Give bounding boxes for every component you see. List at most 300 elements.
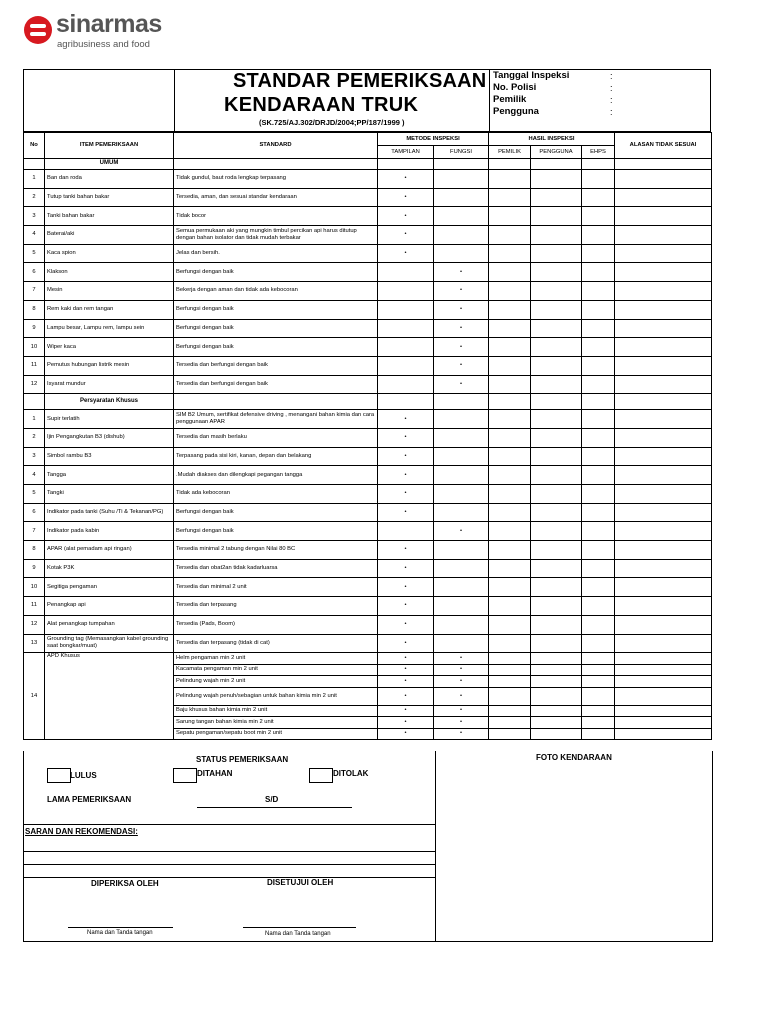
apd-standard: Pelindung wajah min 2 unit	[174, 676, 378, 688]
apd-tampilan-mark: •	[378, 676, 434, 688]
apd-pemilik-cell[interactable]	[489, 653, 531, 665]
row-item: Wiper kaca	[45, 338, 174, 357]
row-pemilik-cell[interactable]	[489, 466, 531, 485]
col-header-method: METODE INSPEKSI	[378, 133, 489, 146]
row-reason-cell[interactable]	[615, 410, 712, 429]
sd-label: S/D	[265, 795, 279, 804]
row-fungsi-mark	[434, 597, 489, 616]
meta-pemilik-field[interactable]: :	[610, 95, 613, 105]
apd-fungsi-mark: •	[434, 705, 489, 717]
row-no: 6	[24, 263, 45, 282]
apd-pengguna-cell[interactable]	[531, 653, 582, 665]
row-ehps-cell[interactable]	[582, 282, 615, 301]
apd-fungsi-mark: •	[434, 653, 489, 665]
row-pengguna-cell[interactable]	[531, 541, 582, 560]
row-no: 11	[24, 597, 45, 616]
row-standard: Tersedia dan berfungsi dengan baik	[174, 375, 378, 394]
apd-pengguna-cell[interactable]	[531, 687, 582, 705]
row-pemilik-cell[interactable]	[489, 428, 531, 447]
row-pengguna-cell[interactable]	[531, 244, 582, 263]
apd-pemilik-cell[interactable]	[489, 664, 531, 676]
row-item: Alat penangkap tumpahan	[45, 615, 174, 634]
row-ehps-cell[interactable]	[582, 226, 615, 245]
table-row	[24, 226, 712, 245]
row-pemilik-cell[interactable]	[489, 170, 531, 189]
row-pemilik-cell[interactable]	[489, 338, 531, 357]
lama-field[interactable]	[197, 807, 352, 808]
section-empty-cell	[378, 159, 434, 170]
row-reason-cell[interactable]	[615, 375, 712, 394]
row-reason-cell[interactable]	[615, 466, 712, 485]
diperiksa-label: DIPERIKSA OLEH	[91, 879, 159, 888]
row-item: Kotak P3K	[45, 559, 174, 578]
col-header-pemilik: PEMILIK	[489, 146, 531, 159]
apd-ehps-cell[interactable]	[582, 653, 615, 665]
row-pengguna-cell[interactable]	[531, 485, 582, 504]
row-item: Mesin	[45, 282, 174, 301]
row-pemilik-cell[interactable]	[489, 319, 531, 338]
row-ehps-cell[interactable]	[582, 207, 615, 226]
meta-pengguna-label: Pengguna	[493, 106, 539, 117]
row-reason-cell[interactable]	[615, 188, 712, 207]
row-pemilik-cell[interactable]	[489, 447, 531, 466]
row-ehps-cell[interactable]	[582, 541, 615, 560]
apd-tampilan-mark: •	[378, 653, 434, 665]
row-ehps-cell[interactable]	[582, 634, 615, 653]
row-pemilik-cell[interactable]	[489, 263, 531, 282]
apd-fungsi-mark: •	[434, 717, 489, 729]
row-tampilan-mark	[378, 319, 434, 338]
row-standard: Tersedia, aman, dan sesuai standar kendaraan	[174, 188, 378, 207]
row-standard: Tidak gundul, baut roda lengkap terpasang	[174, 170, 378, 189]
row-item: Grounding tag (Memasangkan kabel grounding saat bongkar/muat)	[45, 634, 174, 653]
row-pengguna-cell[interactable]	[531, 263, 582, 282]
row-tampilan-mark: •	[378, 503, 434, 522]
row-reason-cell[interactable]	[615, 522, 712, 541]
row-tampilan-mark	[378, 356, 434, 375]
row-ehps-cell[interactable]	[582, 244, 615, 263]
row-pemilik-cell[interactable]	[489, 559, 531, 578]
row-fungsi-mark	[434, 559, 489, 578]
row-reason-cell[interactable]	[615, 541, 712, 560]
row-item: Segitiga pengaman	[45, 578, 174, 597]
row-pengguna-cell[interactable]	[531, 226, 582, 245]
row-tampilan-mark	[378, 338, 434, 357]
row-reason-cell[interactable]	[615, 319, 712, 338]
row-tampilan-mark: •	[378, 188, 434, 207]
row-tampilan-mark	[378, 522, 434, 541]
apd-reason-cell[interactable]	[615, 728, 712, 740]
table-row	[24, 170, 712, 189]
apd-reason-cell[interactable]	[615, 664, 712, 676]
lulus-checkbox[interactable]	[47, 768, 71, 783]
footer-left	[24, 751, 436, 941]
apd-reason-cell[interactable]	[615, 705, 712, 717]
signature-caption-1: Nama dan Tanda tangan	[87, 930, 153, 936]
row-ehps-cell[interactable]	[582, 447, 615, 466]
section-empty-cell	[434, 159, 489, 170]
section-umum	[24, 159, 712, 170]
meta-polisi-label: No. Polisi	[493, 82, 537, 93]
apd-item: APD Khusus	[45, 653, 174, 740]
row-standard: Terpasang pada sisi kiri, kanan, depan dan belakang	[174, 447, 378, 466]
section-empty-cell	[615, 394, 712, 410]
row-ehps-cell[interactable]	[582, 615, 615, 634]
row-pemilik-cell[interactable]	[489, 282, 531, 301]
apd-row	[24, 653, 712, 665]
row-ehps-cell[interactable]	[582, 428, 615, 447]
row-reason-cell[interactable]	[615, 170, 712, 189]
table-row	[24, 541, 712, 560]
row-tampilan-mark: •	[378, 428, 434, 447]
apd-ehps-cell[interactable]	[582, 687, 615, 705]
row-pemilik-cell[interactable]	[489, 485, 531, 504]
row-pengguna-cell[interactable]	[531, 188, 582, 207]
row-item: Penangkap api	[45, 597, 174, 616]
logo-name: sinarmas	[56, 10, 162, 38]
logo-tagline: agribusiness and food	[57, 39, 150, 50]
row-pengguna-cell[interactable]	[531, 300, 582, 319]
col-header-result: HASIL INSPEKSI	[489, 133, 615, 146]
row-no: 3	[24, 207, 45, 226]
row-pengguna-cell[interactable]	[531, 282, 582, 301]
apd-pemilik-cell[interactable]	[489, 717, 531, 729]
row-fungsi-mark: •	[434, 356, 489, 375]
apd-no: 14	[24, 653, 45, 740]
row-pengguna-cell[interactable]	[531, 578, 582, 597]
row-standard: .Mudah diakses dan dilengkapi pegangan tangga	[174, 466, 378, 485]
saran-line-1[interactable]	[24, 851, 435, 852]
meta-tanggal-label: Tanggal Inspeksi	[493, 70, 570, 81]
lama-label: LAMA PEMERIKSAAN	[47, 795, 132, 804]
row-tampilan-mark: •	[378, 559, 434, 578]
row-tampilan-mark: •	[378, 485, 434, 504]
row-tampilan-mark	[378, 263, 434, 282]
row-reason-cell[interactable]	[615, 485, 712, 504]
row-reason-cell[interactable]	[615, 356, 712, 375]
table-row	[24, 597, 712, 616]
section-no-cell	[24, 159, 45, 170]
row-pengguna-cell[interactable]	[531, 428, 582, 447]
status-title: STATUS PEMERIKSAAN	[196, 755, 289, 764]
row-no: 5	[24, 244, 45, 263]
row-pengguna-cell[interactable]	[531, 522, 582, 541]
row-no: 13	[24, 634, 45, 653]
row-no: 8	[24, 541, 45, 560]
row-reason-cell[interactable]	[615, 503, 712, 522]
apd-tampilan-mark: •	[378, 664, 434, 676]
row-ehps-cell[interactable]	[582, 410, 615, 429]
row-item: Indikator pada tanki (Suhu /Ti & Tekanan/PG)	[45, 503, 174, 522]
apd-pemilik-cell[interactable]	[489, 728, 531, 740]
row-pemilik-cell[interactable]	[489, 410, 531, 429]
section-empty-cell	[582, 394, 615, 410]
row-no: 9	[24, 559, 45, 578]
row-reason-cell[interactable]	[615, 615, 712, 634]
row-reason-cell[interactable]	[615, 226, 712, 245]
row-item: Kaca spion	[45, 244, 174, 263]
meta-tanggal-field[interactable]: :	[610, 71, 613, 81]
apd-tampilan-mark: •	[378, 687, 434, 705]
row-ehps-cell[interactable]	[582, 559, 615, 578]
row-reason-cell[interactable]	[615, 338, 712, 357]
row-pengguna-cell[interactable]	[531, 466, 582, 485]
apd-pengguna-cell[interactable]	[531, 728, 582, 740]
row-pengguna-cell[interactable]	[531, 597, 582, 616]
row-standard: Berfungsi dengan baik	[174, 338, 378, 357]
table-row	[24, 578, 712, 597]
col-header-standard: STANDARD	[174, 133, 378, 159]
row-reason-cell[interactable]	[615, 300, 712, 319]
apd-reason-cell[interactable]	[615, 687, 712, 705]
section-standard-cell	[174, 394, 378, 410]
row-no: 7	[24, 522, 45, 541]
row-item: Ijin Pengangkutan B3 (dishub)	[45, 428, 174, 447]
table-row	[24, 300, 712, 319]
row-pengguna-cell[interactable]	[531, 319, 582, 338]
apd-reason-cell[interactable]	[615, 676, 712, 688]
apd-ehps-cell[interactable]	[582, 664, 615, 676]
row-fungsi-mark: •	[434, 522, 489, 541]
apd-pemilik-cell[interactable]	[489, 687, 531, 705]
row-ehps-cell[interactable]	[582, 503, 615, 522]
row-ehps-cell[interactable]	[582, 263, 615, 282]
row-pengguna-cell[interactable]	[531, 615, 582, 634]
row-pemilik-cell[interactable]	[489, 578, 531, 597]
row-pemilik-cell[interactable]	[489, 634, 531, 653]
table-row	[24, 559, 712, 578]
row-pengguna-cell[interactable]	[531, 375, 582, 394]
table-row	[24, 207, 712, 226]
form-header	[23, 69, 711, 132]
row-standard: Berfungsi dengan baik	[174, 503, 378, 522]
row-reason-cell[interactable]	[615, 578, 712, 597]
row-ehps-cell[interactable]	[582, 466, 615, 485]
logo-mark-icon	[24, 16, 52, 44]
apd-pengguna-cell[interactable]	[531, 717, 582, 729]
row-reason-cell[interactable]	[615, 447, 712, 466]
table-row	[24, 466, 712, 485]
row-ehps-cell[interactable]	[582, 522, 615, 541]
row-pengguna-cell[interactable]	[531, 503, 582, 522]
apd-reason-cell[interactable]	[615, 653, 712, 665]
row-item: Tutup tanki bahan bakar	[45, 188, 174, 207]
company-logo	[24, 10, 184, 50]
table-row	[24, 282, 712, 301]
row-pemilik-cell[interactable]	[489, 188, 531, 207]
row-no: 7	[24, 282, 45, 301]
row-no: 5	[24, 485, 45, 504]
apd-pengguna-cell[interactable]	[531, 676, 582, 688]
section-empty-cell	[531, 394, 582, 410]
row-item: Indikator pada kabin	[45, 522, 174, 541]
table-row	[24, 356, 712, 375]
row-standard: Tersedia dan terpasang (tidak di cat)	[174, 634, 378, 653]
row-standard: SIM B2 Umum, sertifikat defensive driving , menangani bahan kimia dan cara penggunaan APAR	[174, 410, 378, 429]
form-title-line1: STANDAR PEMERIKSAAN	[233, 70, 487, 92]
table-row	[24, 319, 712, 338]
row-no: 1	[24, 410, 45, 429]
table-row	[24, 485, 712, 504]
row-tampilan-mark: •	[378, 597, 434, 616]
apd-pengguna-cell[interactable]	[531, 705, 582, 717]
row-no: 6	[24, 503, 45, 522]
row-ehps-cell[interactable]	[582, 338, 615, 357]
apd-ehps-cell[interactable]	[582, 728, 615, 740]
inspection-table	[23, 132, 712, 740]
row-item: Simbol rambu B3	[45, 447, 174, 466]
section-umum-label: UMUM	[45, 159, 174, 170]
row-standard: Tersedia minimal 2 tabung dengan Nilai 80 BC	[174, 541, 378, 560]
row-pemilik-cell[interactable]	[489, 503, 531, 522]
row-no: 9	[24, 319, 45, 338]
row-reason-cell[interactable]	[615, 597, 712, 616]
apd-pemilik-cell[interactable]	[489, 705, 531, 717]
col-header-tampilan: TAMPILAN	[378, 146, 434, 159]
meta-polisi-field[interactable]: :	[610, 83, 613, 93]
signature-line-1[interactable]	[68, 927, 173, 928]
col-header-no: No	[24, 133, 45, 159]
row-tampilan-mark	[378, 300, 434, 319]
meta-pengguna-field[interactable]: :	[610, 107, 613, 117]
table-row	[24, 503, 712, 522]
section-empty-cell	[615, 159, 712, 170]
signature-caption-2: Nama dan Tanda tangan	[265, 931, 331, 937]
row-tampilan-mark	[378, 375, 434, 394]
row-no: 2	[24, 188, 45, 207]
row-pemilik-cell[interactable]	[489, 522, 531, 541]
apd-fungsi-mark: •	[434, 687, 489, 705]
apd-tampilan-mark: •	[378, 705, 434, 717]
row-no: 10	[24, 578, 45, 597]
row-fungsi-mark	[434, 466, 489, 485]
row-item: Klakson	[45, 263, 174, 282]
row-ehps-cell[interactable]	[582, 170, 615, 189]
row-fungsi-mark	[434, 170, 489, 189]
row-pengguna-cell[interactable]	[531, 559, 582, 578]
row-standard: Jelas dan bersih.	[174, 244, 378, 263]
row-item: APAR (alat pemadam api ringan)	[45, 541, 174, 560]
apd-pengguna-cell[interactable]	[531, 664, 582, 676]
row-pengguna-cell[interactable]	[531, 170, 582, 189]
apd-tampilan-mark: •	[378, 717, 434, 729]
table-row	[24, 263, 712, 282]
row-pemilik-cell[interactable]	[489, 541, 531, 560]
row-standard: Berfungsi dengan baik	[174, 300, 378, 319]
lulus-label: LULUS	[70, 771, 97, 780]
apd-ehps-cell[interactable]	[582, 717, 615, 729]
row-tampilan-mark: •	[378, 578, 434, 597]
row-pengguna-cell[interactable]	[531, 634, 582, 653]
row-no: 3	[24, 447, 45, 466]
form-title-line2: KENDARAAN TRUK	[224, 94, 419, 116]
row-pengguna-cell[interactable]	[531, 410, 582, 429]
row-ehps-cell[interactable]	[582, 188, 615, 207]
row-ehps-cell[interactable]	[582, 375, 615, 394]
title-block	[175, 70, 490, 131]
row-item: Pemutus hubungan listrik mesin	[45, 356, 174, 375]
row-ehps-cell[interactable]	[582, 485, 615, 504]
apd-ehps-cell[interactable]	[582, 705, 615, 717]
row-tampilan-mark: •	[378, 170, 434, 189]
saran-line-2[interactable]	[24, 864, 435, 865]
section-empty-cell	[489, 159, 531, 170]
apd-standard: Helm pengaman min 2 unit	[174, 653, 378, 665]
row-tampilan-mark	[378, 282, 434, 301]
apd-fungsi-mark: •	[434, 728, 489, 740]
signature-line-2[interactable]	[243, 927, 356, 928]
row-tampilan-mark: •	[378, 207, 434, 226]
row-pemilik-cell[interactable]	[489, 356, 531, 375]
apd-tampilan-mark: •	[378, 728, 434, 740]
row-ehps-cell[interactable]	[582, 319, 615, 338]
row-pemilik-cell[interactable]	[489, 615, 531, 634]
row-pemilik-cell[interactable]	[489, 226, 531, 245]
row-fungsi-mark	[434, 447, 489, 466]
row-reason-cell[interactable]	[615, 428, 712, 447]
row-pemilik-cell[interactable]	[489, 300, 531, 319]
row-pengguna-cell[interactable]	[531, 207, 582, 226]
row-pemilik-cell[interactable]	[489, 207, 531, 226]
row-ehps-cell[interactable]	[582, 597, 615, 616]
col-header-reason: ALASAN TIDAK SESUAI	[615, 133, 712, 159]
row-ehps-cell[interactable]	[582, 356, 615, 375]
row-ehps-cell[interactable]	[582, 578, 615, 597]
row-tampilan-mark: •	[378, 541, 434, 560]
divider	[24, 824, 435, 825]
row-fungsi-mark	[434, 244, 489, 263]
ditolak-checkbox[interactable]	[309, 768, 333, 783]
row-pengguna-cell[interactable]	[531, 338, 582, 357]
table-row	[24, 428, 712, 447]
col-header-item: ITEM PEMERIKSAAN	[45, 133, 174, 159]
row-tampilan-mark: •	[378, 447, 434, 466]
table-row	[24, 615, 712, 634]
row-tampilan-mark: •	[378, 615, 434, 634]
apd-pemilik-cell[interactable]	[489, 676, 531, 688]
row-fungsi-mark	[434, 578, 489, 597]
row-reason-cell[interactable]	[615, 634, 712, 653]
row-reason-cell[interactable]	[615, 282, 712, 301]
saran-line-3[interactable]	[24, 877, 435, 878]
table-row	[24, 375, 712, 394]
row-reason-cell[interactable]	[615, 559, 712, 578]
row-no: 12	[24, 615, 45, 634]
row-pengguna-cell[interactable]	[531, 356, 582, 375]
row-ehps-cell[interactable]	[582, 300, 615, 319]
row-item: Supir terlatih	[45, 410, 174, 429]
ditahan-checkbox[interactable]	[173, 768, 197, 783]
apd-reason-cell[interactable]	[615, 717, 712, 729]
row-reason-cell[interactable]	[615, 263, 712, 282]
row-pemilik-cell[interactable]	[489, 375, 531, 394]
row-reason-cell[interactable]	[615, 244, 712, 263]
row-fungsi-mark: •	[434, 282, 489, 301]
apd-ehps-cell[interactable]	[582, 676, 615, 688]
row-no: 4	[24, 466, 45, 485]
row-item: Tangki	[45, 485, 174, 504]
form-reference: (SK.725/AJ.302/DRJD/2004;PP/187/1999 )	[259, 118, 405, 127]
row-pengguna-cell[interactable]	[531, 447, 582, 466]
row-no: 8	[24, 300, 45, 319]
section-khusus-label: Persyaratan Khusus	[45, 394, 174, 410]
row-tampilan-mark: •	[378, 226, 434, 245]
row-pemilik-cell[interactable]	[489, 597, 531, 616]
row-reason-cell[interactable]	[615, 207, 712, 226]
col-header-ehps: EHPS	[582, 146, 615, 159]
row-pemilik-cell[interactable]	[489, 244, 531, 263]
col-header-pengguna: PENGGUNA	[531, 146, 582, 159]
